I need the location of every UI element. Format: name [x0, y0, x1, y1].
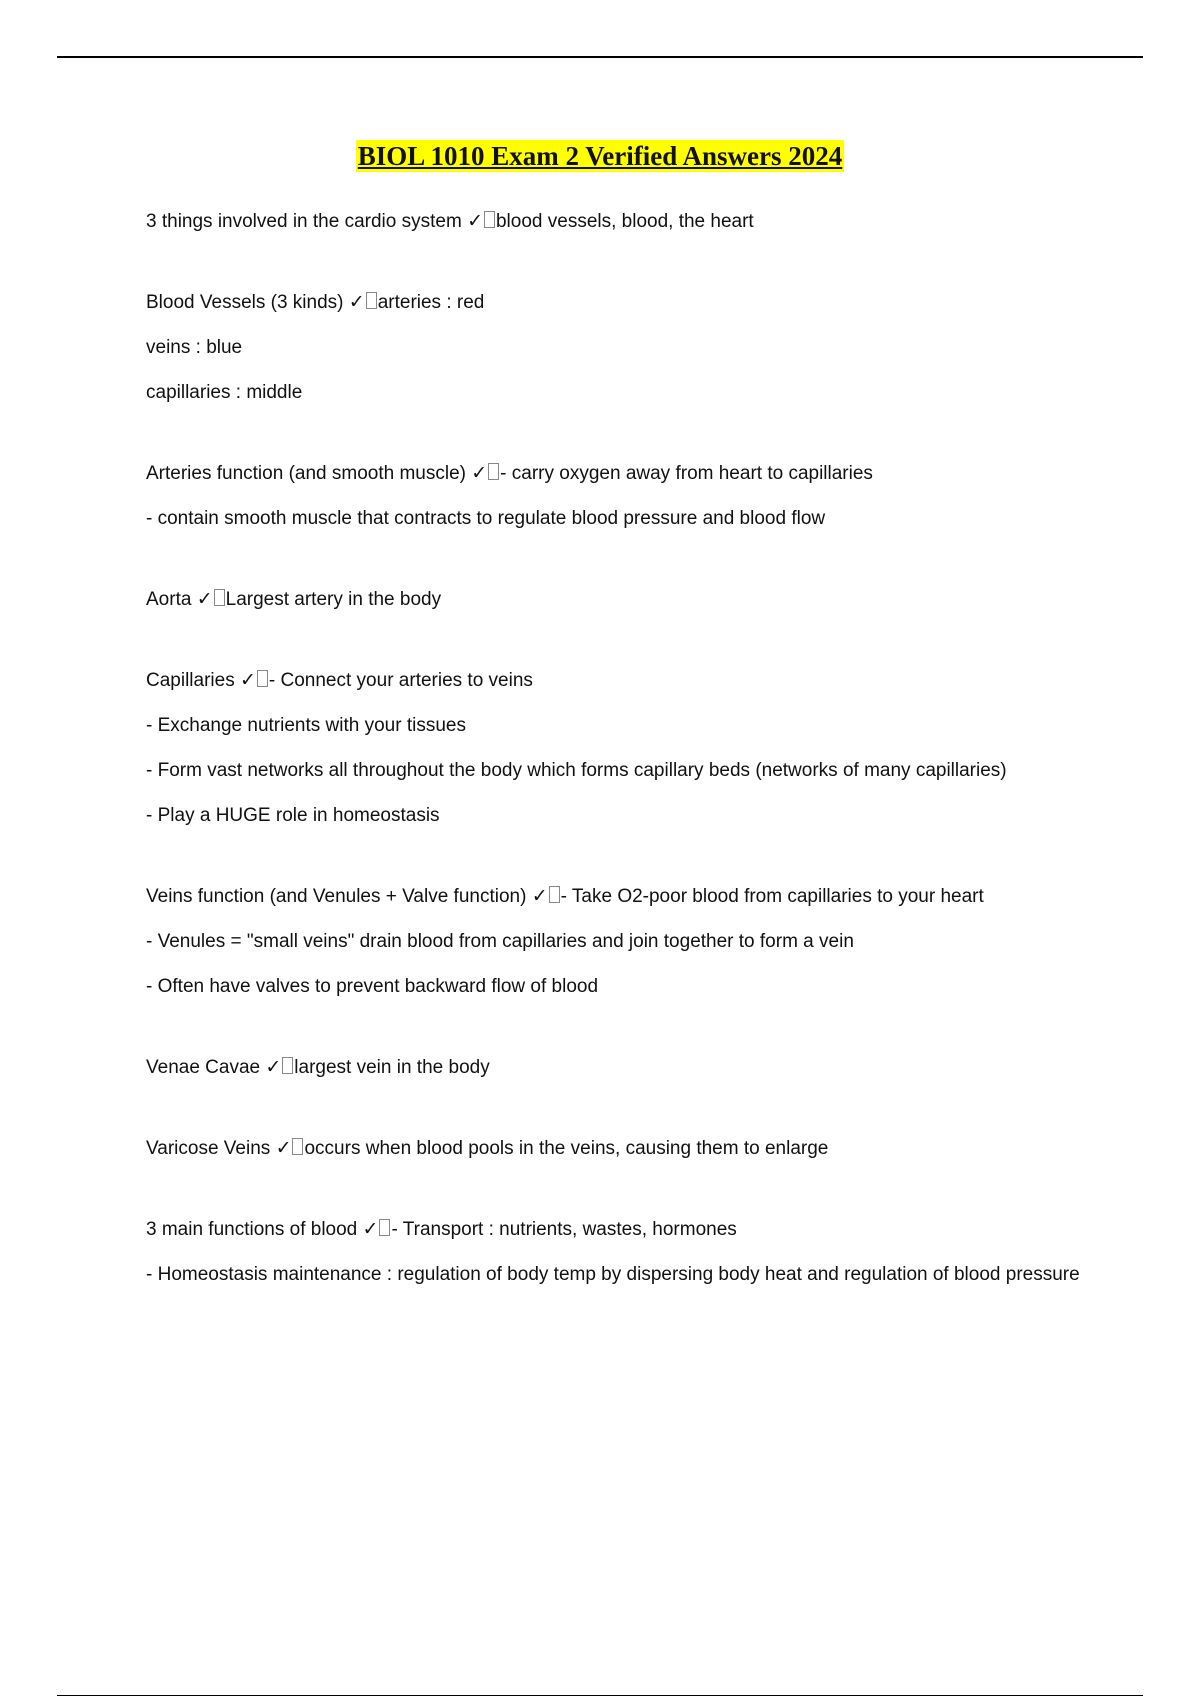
question-line [146, 208, 1086, 235]
qa-entry [146, 883, 1086, 1000]
missing-glyph-box-icon [214, 589, 225, 606]
answer-continuation: - Form vast networks all throughout the body which forms capillary beds (networks of many capillaries) [146, 760, 1007, 781]
checkmark-icon: ✓ [275, 1137, 292, 1159]
answer-text: - Transport : nutrients, wastes, hormones [391, 1219, 737, 1240]
checkmark-icon: ✓ [196, 588, 213, 610]
question-text: Blood Vessels (3 kinds) [146, 292, 344, 313]
answer-continuation: - Often have valves to prevent backward flow of blood [146, 976, 599, 997]
qa-entry [146, 586, 1086, 613]
answer-continuation: - contain smooth muscle that contracts to regulate blood pressure and blood flow [146, 508, 826, 529]
answer-text: Largest artery in the body [225, 589, 442, 610]
checkmark-icon: ✓ [531, 885, 548, 907]
question-text: Venae Cavae [146, 1057, 261, 1078]
checkmark-icon: ✓ [467, 210, 483, 232]
missing-glyph-box-icon [488, 463, 499, 480]
question-text: Arteries function (and smooth muscle) [146, 463, 466, 484]
missing-glyph-box-icon [484, 211, 495, 228]
question-line [146, 1054, 1086, 1081]
question-text: Aorta [146, 589, 192, 610]
document-body [146, 208, 1086, 1342]
answer-text: - carry oxygen away from heart to capillaries [500, 463, 873, 484]
question-line [146, 883, 1086, 910]
answer-text: occurs when blood pools in the veins, causing them to enlarge [304, 1138, 829, 1159]
checkmark-icon: ✓ [348, 291, 365, 313]
checkmark-icon: ✓ [362, 1218, 379, 1240]
answer-text: blood vessels, blood, the heart [495, 211, 754, 232]
qa-entry [146, 289, 1086, 406]
question-text: 3 things involved in the cardio system [146, 211, 462, 232]
bottom-rule [57, 1695, 1143, 1696]
missing-glyph-box-icon [549, 886, 560, 903]
missing-glyph-box-icon [292, 1138, 303, 1155]
question-line [146, 586, 1086, 613]
missing-glyph-box-icon [366, 292, 377, 309]
qa-entry [146, 208, 1086, 235]
title-wrap [0, 140, 1200, 172]
checkmark-icon: ✓ [471, 462, 488, 484]
answer-text: arteries : red [377, 292, 485, 313]
answer-continuation: capillaries : middle [146, 382, 303, 403]
question-line [146, 1135, 1086, 1162]
question-text: 3 main functions of blood [146, 1219, 358, 1240]
question-text: Varicose Veins [146, 1138, 271, 1159]
checkmark-icon: ✓ [265, 1056, 282, 1078]
question-line [146, 1216, 1086, 1243]
page-title: BIOL 1010 Exam 2 Verified Answers 2024 [357, 141, 843, 171]
question-text: Veins function (and Venules + Valve function) [146, 886, 527, 907]
qa-entry [146, 1135, 1086, 1162]
qa-entry [146, 1216, 1086, 1288]
answer-continuation: - Play a HUGE role in homeostasis [146, 805, 440, 826]
missing-glyph-box-icon [257, 670, 268, 687]
question-line [146, 460, 1086, 487]
question-line [146, 289, 1086, 316]
answer-continuation: veins : blue [146, 337, 243, 358]
missing-glyph-box-icon [282, 1057, 293, 1074]
answer-text: largest vein in the body [294, 1057, 490, 1078]
missing-glyph-box-icon [379, 1219, 390, 1236]
answer-continuation: - Homeostasis maintenance : regulation of body temp by dispersing body heat and regulation of blood pressure [146, 1264, 1080, 1285]
answer-continuation: - Venules = "small veins" drain blood from capillaries and join together to form a vein [146, 931, 854, 952]
qa-entry [146, 460, 1086, 532]
answer-continuation: - Exchange nutrients with your tissues [146, 715, 466, 736]
question-line [146, 667, 1086, 694]
question-text: Capillaries [146, 670, 235, 691]
checkmark-icon: ✓ [239, 669, 256, 691]
answer-text: - Take O2-poor blood from capillaries to your heart [560, 886, 984, 907]
top-rule [57, 56, 1143, 58]
qa-entry [146, 1054, 1086, 1081]
qa-entry [146, 667, 1086, 829]
answer-text: - Connect your arteries to veins [268, 670, 533, 691]
